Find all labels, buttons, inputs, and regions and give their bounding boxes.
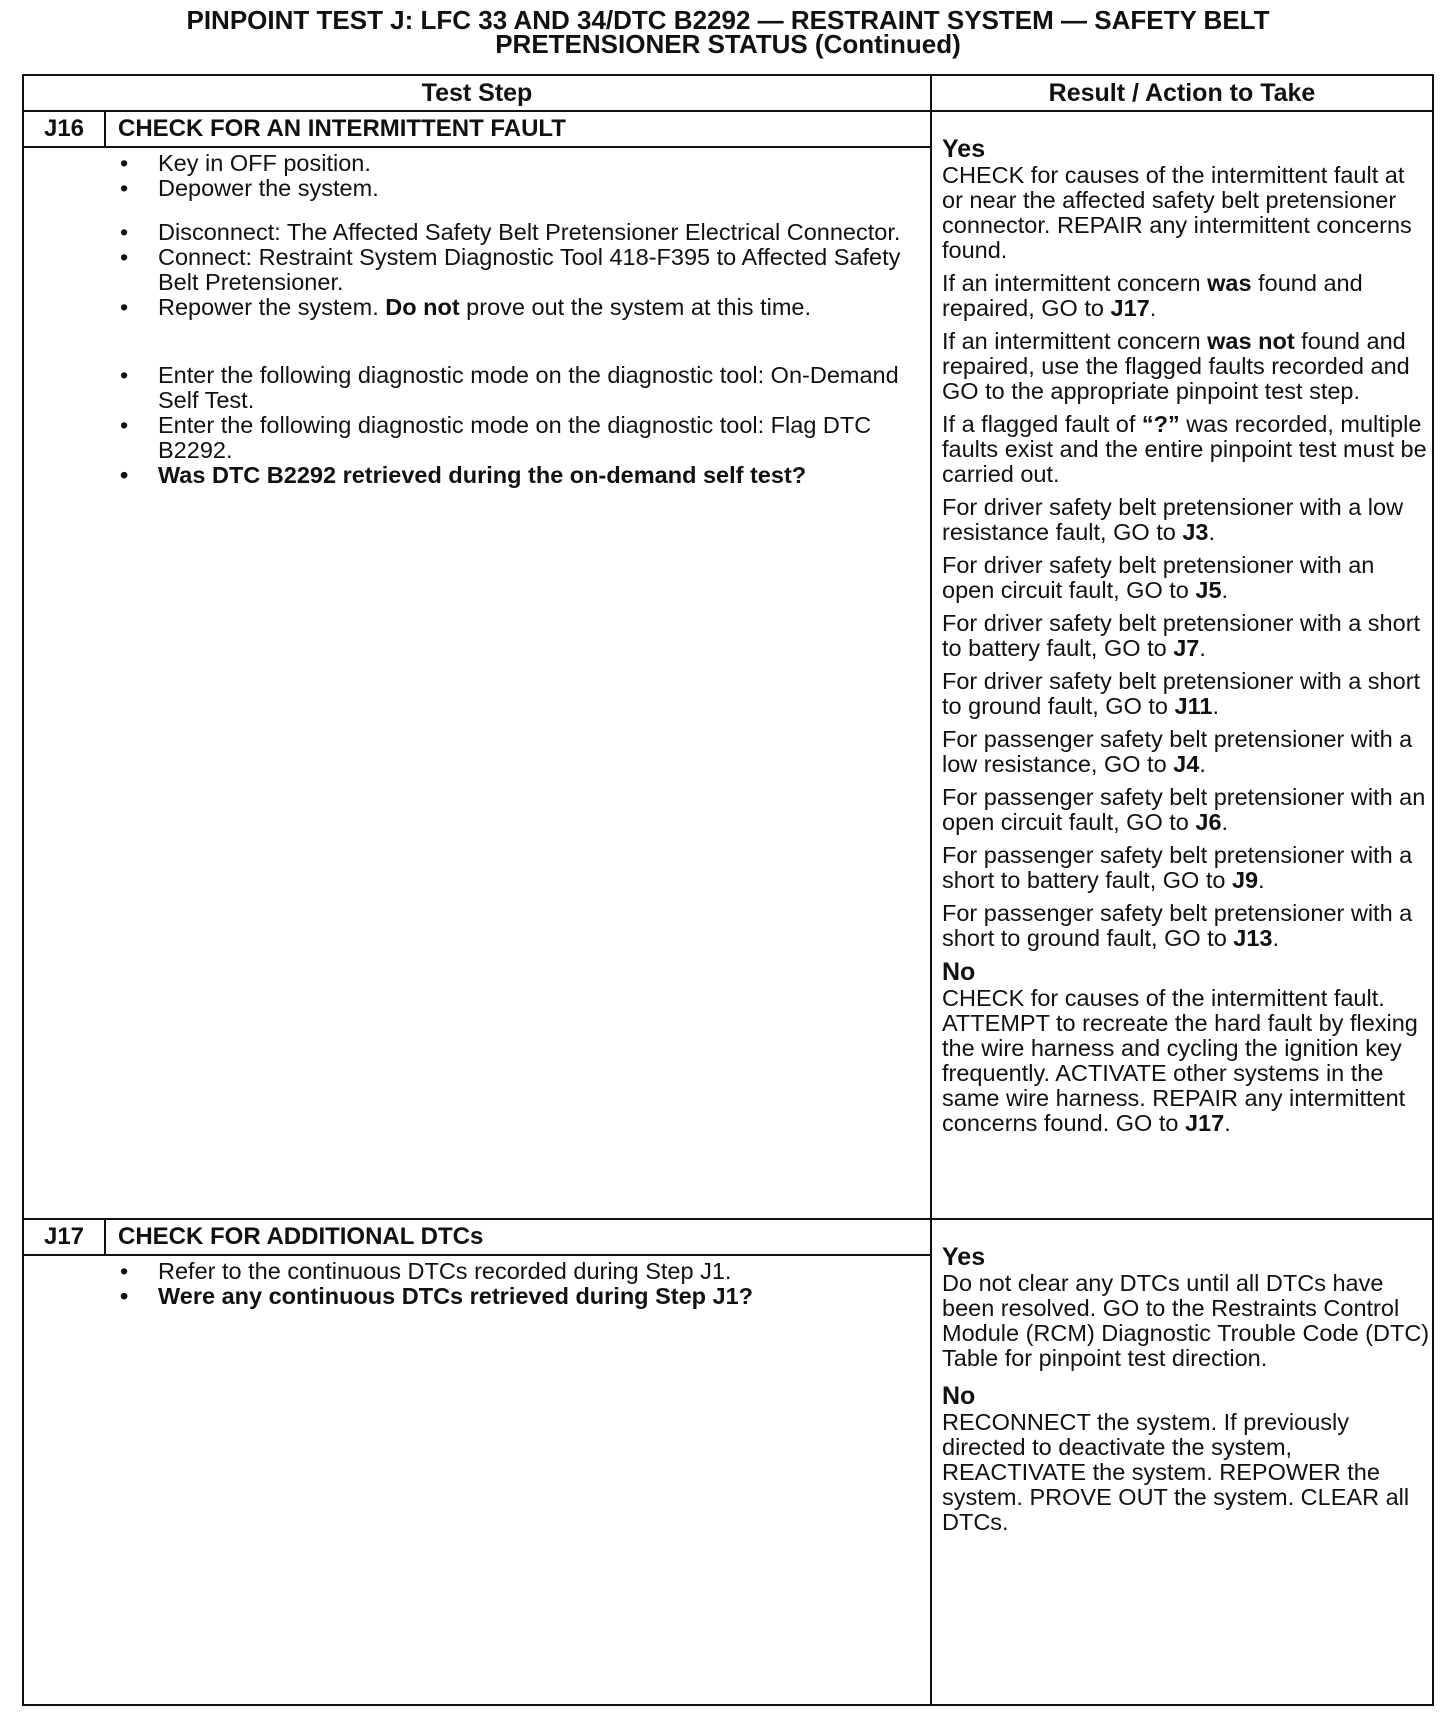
result-paragraph — [942, 412, 1430, 487]
result-paragraph — [942, 553, 1430, 603]
j16-result — [942, 136, 1430, 1136]
header-test-step: Test Step — [421, 79, 533, 107]
result-paragraph — [942, 271, 1430, 321]
text: For driver safety belt pretensioner with a short to ground fault, GO to — [942, 668, 1421, 719]
j17-test-steps — [118, 1259, 924, 1309]
step-bullet — [118, 295, 924, 320]
title-line-2: PRETENSIONER STATUS (Continued) — [495, 29, 961, 59]
text: was recorded, multiple faults exist and the entire pinpoint test must be carried out. — [942, 411, 1427, 487]
step-ref: J13 — [1233, 925, 1273, 951]
text: . — [1199, 635, 1206, 661]
text: found and repaired, use the flagged faults recorded and GO to the appropriate pinpoint test step. — [942, 328, 1410, 404]
result-paragraph — [942, 669, 1430, 719]
text: For driver safety belt pretensioner with an open circuit fault, GO to — [942, 552, 1375, 603]
text: . — [1221, 577, 1229, 603]
no-text: RECONNECT the system. If previously directed to deactivate the system, REACTIVATE the system. REPOWER the system. PROVE OUT the system. CLEAR all DTCs. — [942, 1409, 1410, 1535]
step-bullet: • Disconnect: The Affected Safety Belt Pretensioner Electrical Connector. — [118, 220, 924, 245]
step-id-j16: J16 — [43, 115, 85, 142]
text: . — [1199, 751, 1206, 777]
j16-title-bottom — [24, 146, 930, 148]
text: Repower the system. — [158, 294, 386, 320]
step-title-j17: CHECK FOR ADDITIONAL DTCs — [118, 1223, 484, 1250]
step-title-j16: CHECK FOR AN INTERMITTENT FAULT — [118, 115, 566, 142]
pinpoint-test-table — [22, 74, 1434, 1706]
step-bullet: • Connect: Restraint System Diagnostic Tool 418-F395 to Affected Safety Belt Pretensioner. — [118, 245, 924, 295]
text: . — [1149, 295, 1157, 321]
step-ref: J17 — [1110, 295, 1150, 321]
result-paragraph — [942, 785, 1430, 835]
j17-title-bottom — [24, 1254, 930, 1256]
text: CHECK for causes of the intermittent fault. ATTEMPT to recreate the hard fault by flexing the wire harness and cycling the ignition key frequently. ACTIVATE other systems in the same wire harness. REPAIR any intermittent concerns found. GO to — [942, 985, 1418, 1136]
emphasis: Do not — [385, 294, 460, 320]
text: . — [1272, 925, 1280, 951]
step-ref: J9 — [1231, 867, 1259, 893]
result-paragraph — [942, 727, 1430, 777]
step-bullet: • Refer to the continuous DTCs recorded during Step J1. — [118, 1259, 924, 1284]
step-question: • Were any continuous DTCs retrieved during Step J1? — [118, 1284, 924, 1309]
text: For passenger safety belt pretensioner with a short to ground fault, GO to — [942, 900, 1413, 951]
yes-text: CHECK for causes of the intermittent fault at or near the affected safety belt pretensioner connector. REPAIR any intermittent concerns found. — [942, 162, 1412, 263]
result-paragraph — [942, 329, 1430, 404]
text: . — [1224, 1110, 1231, 1136]
text: For driver safety belt pretensioner with a low resistance fault, GO to — [942, 494, 1404, 545]
text: For driver safety belt pretensioner with a short to battery fault, GO to — [942, 610, 1421, 661]
text: . — [1221, 809, 1229, 835]
step-ref: J3 — [1182, 519, 1209, 545]
text: If a flagged fault of — [942, 411, 1142, 437]
step-bullet: • Key in OFF position. — [118, 151, 924, 176]
result-paragraphs — [942, 271, 1430, 951]
text: For passenger safety belt pretensioner with a short to battery fault, GO to — [942, 842, 1413, 893]
step-id-j17: J17 — [43, 1223, 85, 1250]
yes-text: Do not clear any DTCs until all DTCs have been resolved. GO to the Restraints Control Module (RCM) Diagnostic Trouble Code (DTC) Table for pinpoint test direction. — [942, 1270, 1430, 1371]
text: For passenger safety belt pretensioner with an open circuit fault, GO to — [942, 784, 1426, 835]
text: found and repaired, GO to — [942, 270, 1363, 321]
step-bullet: • Enter the following diagnostic mode on the diagnostic tool: On-Demand Self Test. — [118, 363, 924, 413]
text: prove out the system at this time. — [459, 294, 811, 320]
header-result: Result / Action to Take — [1048, 79, 1316, 107]
step-ref: J17 — [1184, 1110, 1225, 1136]
step-bullet: • Enter the following diagnostic mode on the diagnostic tool: Flag DTC B2292. — [118, 413, 924, 463]
emphasis: “?” — [1141, 411, 1180, 437]
text: . — [1208, 519, 1215, 545]
result-paragraph — [942, 611, 1430, 661]
column-divider — [930, 76, 932, 1704]
step-question: • Was DTC B2292 retrieved during the on-demand self test? — [118, 463, 924, 488]
text: . — [1258, 867, 1265, 893]
step-bullet: • Depower the system. — [118, 176, 924, 201]
j16-test-steps — [118, 151, 924, 488]
step-ref: J6 — [1195, 809, 1222, 835]
emphasis: was — [1207, 270, 1252, 296]
text: If an intermittent concern — [942, 270, 1208, 296]
no-label: No — [942, 958, 976, 986]
text: If an intermittent concern — [942, 328, 1208, 354]
result-paragraph — [942, 843, 1430, 893]
no-text — [942, 986, 1430, 1136]
step-ref: J4 — [1173, 751, 1200, 777]
result-paragraph — [942, 495, 1430, 545]
j17-result — [942, 1244, 1430, 1535]
emphasis: was not — [1207, 328, 1295, 354]
step-ref: J5 — [1195, 577, 1222, 603]
result-paragraph — [942, 901, 1430, 951]
text: For passenger safety belt pretensioner with a low resistance, GO to — [942, 726, 1413, 777]
yes-label: Yes — [942, 1243, 986, 1271]
no-label: No — [942, 1382, 976, 1410]
step-ref: J7 — [1173, 635, 1200, 661]
title-line-1: PINPOINT TEST J: LFC 33 AND 34/DTC B2292 — RESTRAINT SYSTEM — SAFETY BELT — [186, 5, 1270, 35]
yes-label: Yes — [942, 135, 986, 163]
text: . — [1212, 693, 1219, 719]
page-title — [0, 5, 1456, 59]
step-ref: J11 — [1174, 693, 1213, 719]
